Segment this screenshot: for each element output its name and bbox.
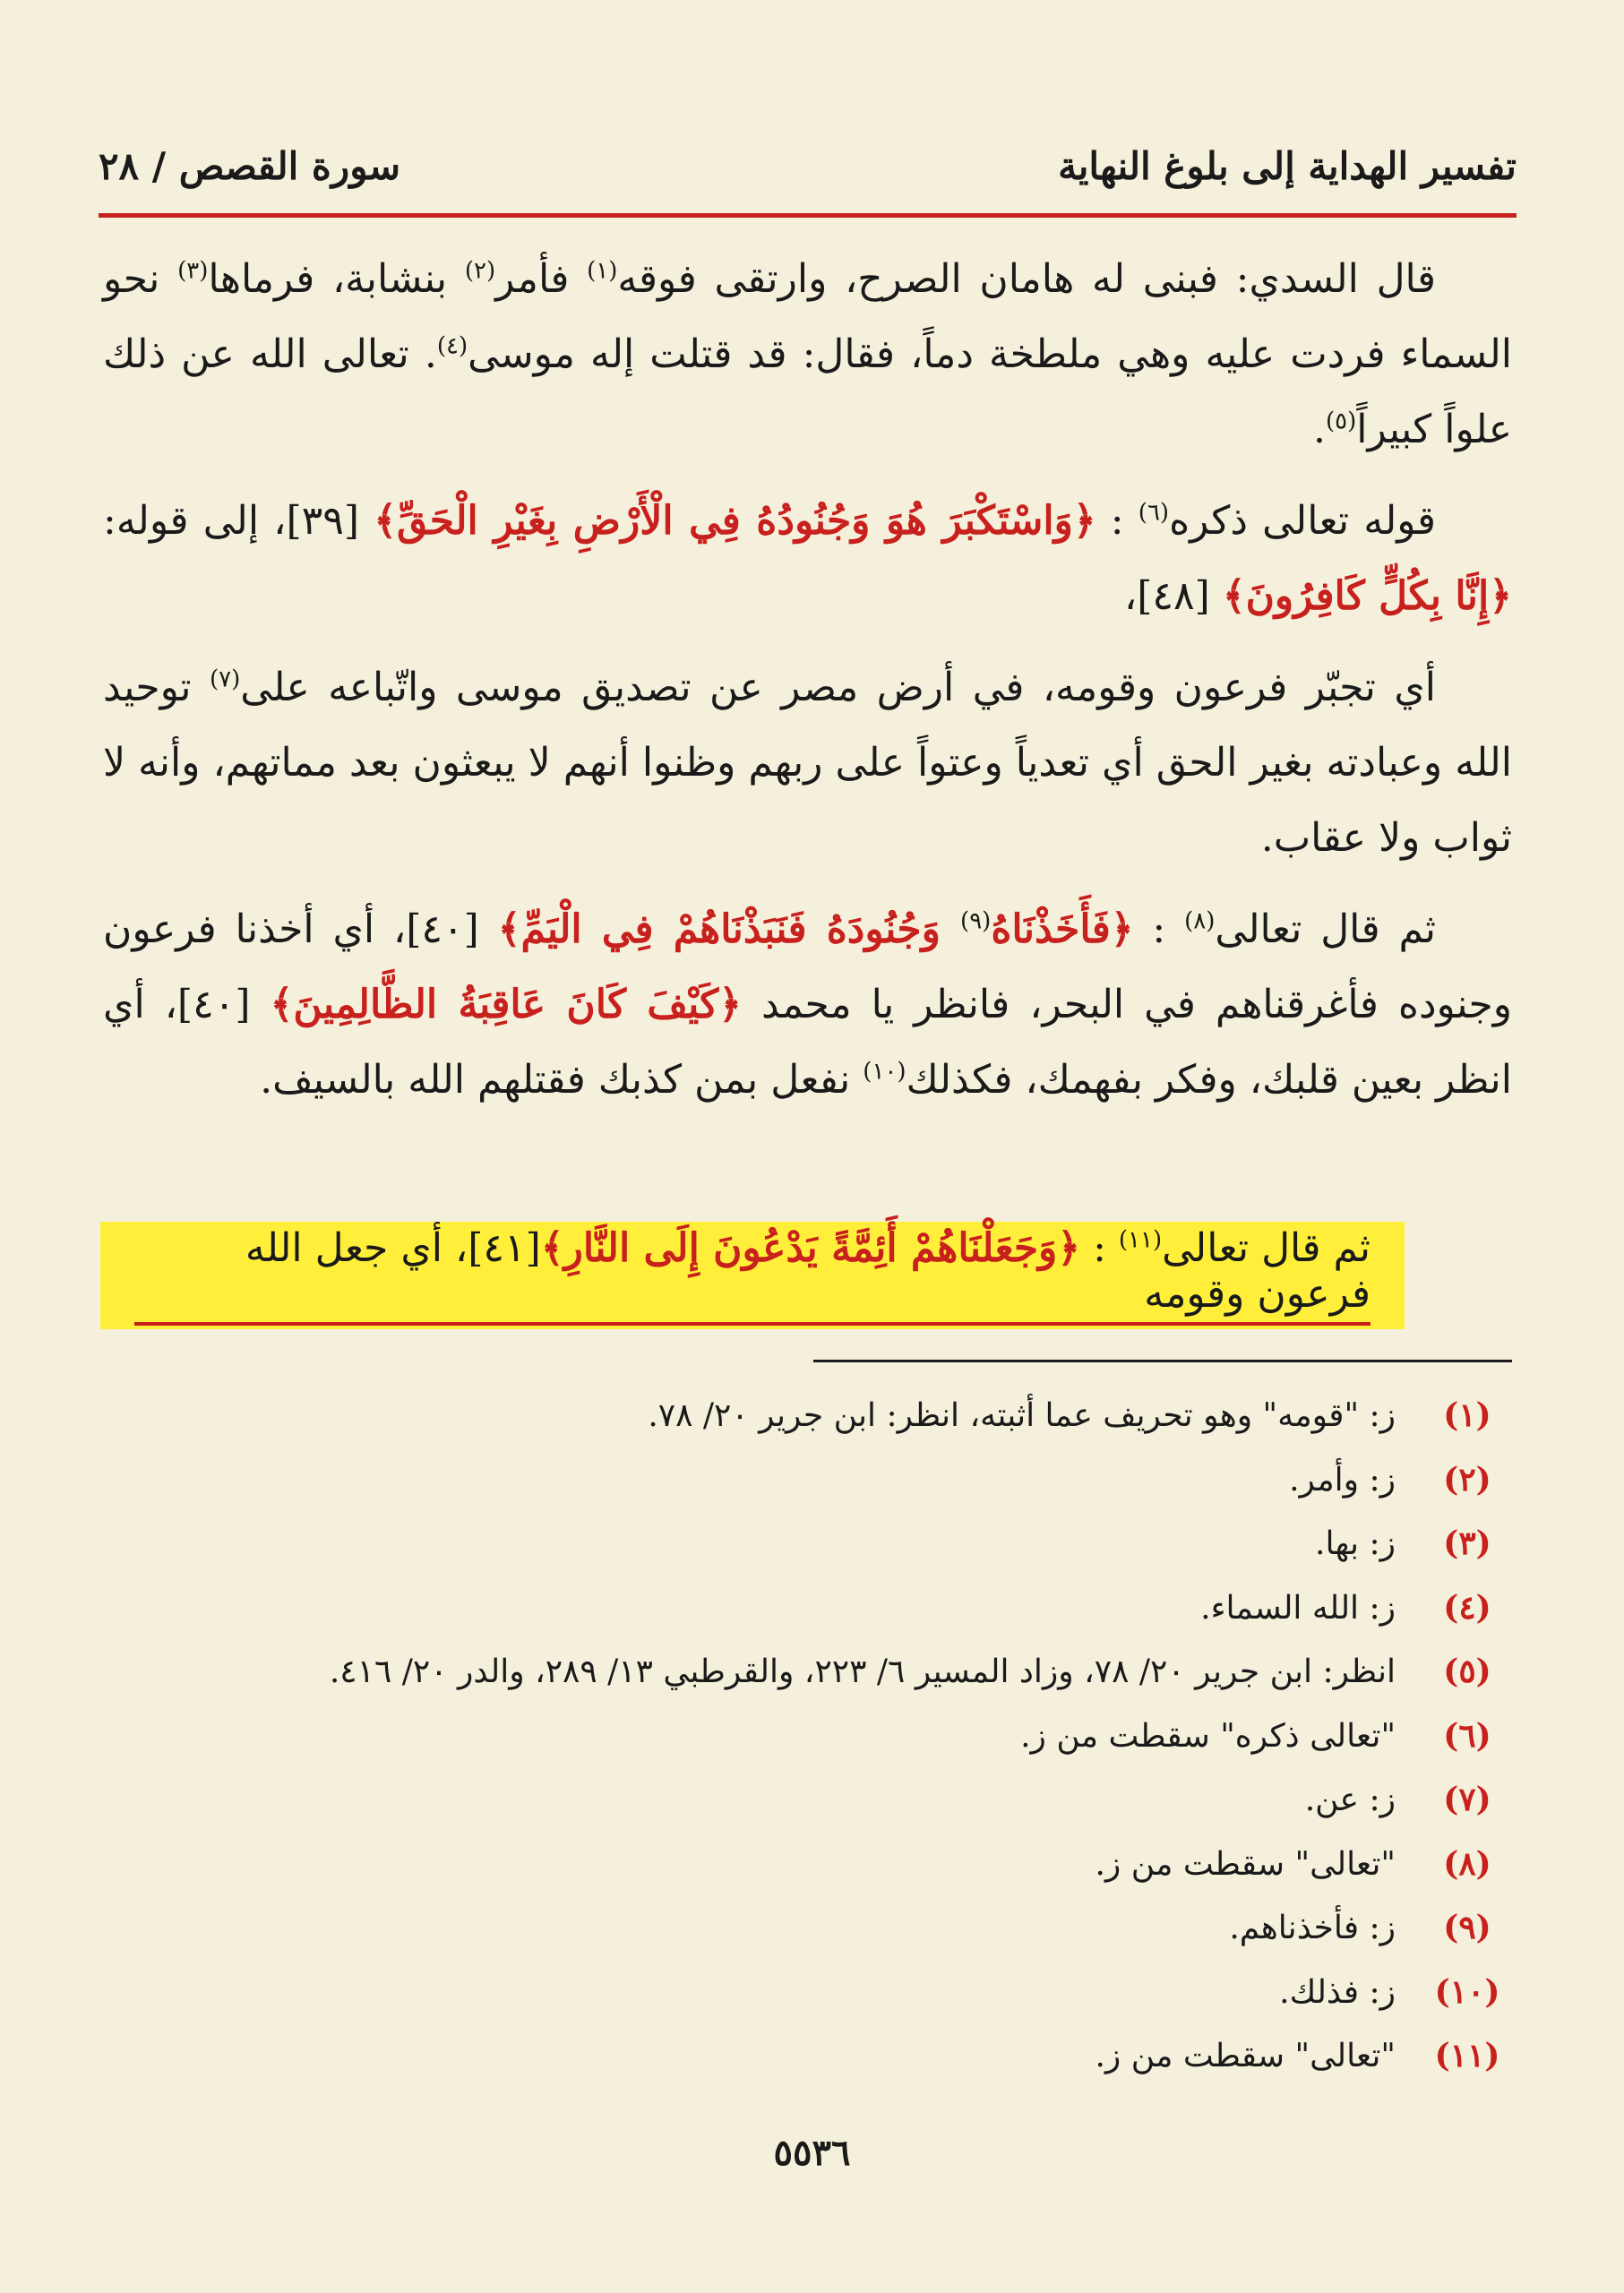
footnote-ref[interactable]: (١١) [1118,1226,1163,1254]
footnote-text: ز: فذلك. [1279,1973,1396,2011]
footnote-number: (١١) [1434,2037,1500,2074]
footnote-ref[interactable]: (٣) [177,257,209,285]
quran-verse: ﴿إِنَّا بِكُلٍّ كَافِرُونَ﴾ [1222,573,1512,619]
footnote-text: "تعالى" سقطت من ز. [1095,1845,1396,1883]
text-run: ثم قال تعالى [1162,1225,1371,1271]
footnote-number: (٧) [1443,1781,1491,1818]
main-text [103,242,1512,1134]
footnote-ref[interactable]: (١٠) [863,1058,907,1086]
text-run: : [1133,906,1185,952]
footnote-text: ز: الله السماء. [1200,1589,1396,1627]
footnote-item [103,1640,1512,1705]
paragraph-1 [103,242,1512,468]
footnote-divider [813,1360,1512,1362]
running-header [99,134,1517,197]
footnote-item [103,1705,1512,1769]
surah-label: سورة القصص / ٢٨ [99,143,401,188]
text-run: : [1080,1225,1119,1271]
text-run: [٤٨]، [1124,573,1223,619]
footnote-text: "تعالى ذكره" سقطت من ز. [1020,1717,1396,1755]
footnote-ref[interactable]: (٥) [1325,408,1357,435]
text-run: نحو السماء فردت عليه وهي ملطخة دماً، فقال: قد قتلت إله موسى [103,256,1513,377]
paragraph-4 [103,892,1512,1118]
highlighted-line[interactable] [100,1222,1405,1329]
footnote-ref[interactable]: (٤) [436,332,468,360]
book-title: تفسير الهداية إلى بلوغ النهاية [1058,143,1517,188]
quran-verse: وَجُنُودَهُ فَنَبَذْنَاهُمْ فِي الْيَمِّ﴾ [497,906,961,952]
text-run: . تعالى الله عن ذلك علواً كبيراً [103,331,1512,452]
text-run: قال السدي: فبنى له هامان الصرح، وارتقى فوقه [617,256,1436,302]
footnote-item [103,1896,1512,1961]
text-run: [٤١]، أي جعل الله فرعون وقومه [245,1225,1371,1317]
text-run: [٣٩]، إلى قوله: [103,498,374,544]
text-run: ثم قال تعالى [1215,906,1436,952]
quran-verse: ﴿وَاسْتَكْبَرَ هُوَ وَجُنُودُهُ فِي الْأَرْضِ بِغَيْرِ الْحَقِّ﴾ [374,498,1096,544]
footnote-text: ز: "قومه" وهو تحريف عما أثبته، انظر: ابن جرير ٢٠/ ٧٨. [648,1397,1396,1434]
footnote-item [103,1512,1512,1576]
footnote-number: (٣) [1443,1524,1491,1562]
footnote-number: (٩) [1443,1909,1491,1946]
text-run: . [1312,407,1326,452]
footnote-item [103,1961,1512,2025]
footnote-text: ز: عن. [1304,1782,1396,1818]
footnote-item [103,1576,1512,1641]
quran-verse: ﴿كَيْفَ كَانَ عَاقِبَةُ الظَّالِمِينَ﴾ [270,982,742,1027]
text-run: نفعل بمن كذبك فقتلهم الله بالسيف. [260,1057,864,1103]
quran-verse: ﴿فَأَخَذْنَاهُ [991,906,1134,952]
footnote-item [103,1448,1512,1513]
footnote-text: ز: بها. [1315,1525,1396,1562]
footnote-item [103,1384,1512,1448]
footnotes-list [103,1384,1512,2089]
footnote-item [103,1768,1512,1833]
highlighted-text [134,1225,1371,1326]
text-run: أي تجبّر فرعون وقومه، في أرض مصر عن تصديق موسى واتّباعه على [240,665,1436,710]
footnote-number: (٤) [1443,1588,1491,1627]
text-run: بنشابة، فرماها [208,256,465,302]
footnote-text: "تعالى" سقطت من ز. [1095,2038,1396,2074]
text-run: [٤٠]، أي انظر بعين قلبك، وفكر بفهمك، فكذلك [103,982,1512,1103]
footnote-number: (٥) [1443,1653,1491,1690]
footnote-ref[interactable]: (٦) [1138,499,1170,527]
footnote-text: انظر: ابن جرير ٢٠/ ٧٨، وزاد المسير ٦/ ٢٢٣، والقرطبي ١٣/ ٢٨٩، والدر ٢٠/ ٤١٦. [329,1653,1396,1690]
text-run: فأمر [495,256,588,302]
footnote-ref[interactable]: (٩) [960,907,992,935]
footnote-text: ز: وأمر. [1289,1461,1396,1499]
footnote-number: (١) [1443,1396,1491,1434]
footnote-number: (٨) [1443,1844,1491,1883]
footnote-number: (١٠) [1434,1972,1500,2011]
text-run: توحيد الله وعبادته بغير الحق أي تعدياً وعتواً على ربهم وظنوا أنهم لا يبعثون بعد مماتهم، وأنه لا ثواب ولا عقاب. [103,665,1512,861]
footnote-ref[interactable]: (٢) [464,257,496,285]
quran-verse: ﴿وَجَعَلْنَاهُمْ أَئِمَّةً يَدْعُونَ إِلَى النَّارِ﴾ [540,1225,1081,1271]
footnote-ref[interactable]: (٧) [209,666,241,693]
page-number: ٥٥٣٦ [773,2132,851,2174]
footnote-number: (٢) [1443,1460,1491,1499]
paragraph-3 [103,650,1512,876]
footnote-ref[interactable]: (١) [587,257,618,285]
text-run: [٤٠]، أي أخذنا فرعون وجنوده فأغرقناهم في البحر، فانظر يا محمد [103,906,1512,1027]
footnote-item [103,2024,1512,2089]
footnote-number: (٦) [1443,1716,1491,1755]
text-run: : [1096,498,1139,544]
paragraph-2 [103,484,1512,634]
text-run: قوله تعالى ذكره [1169,498,1437,544]
footnote-ref[interactable]: (٨) [1184,907,1216,935]
header-divider [99,213,1517,218]
footnote-item [103,1833,1512,1897]
footnote-text: ز: فأخذناهم. [1229,1910,1396,1946]
